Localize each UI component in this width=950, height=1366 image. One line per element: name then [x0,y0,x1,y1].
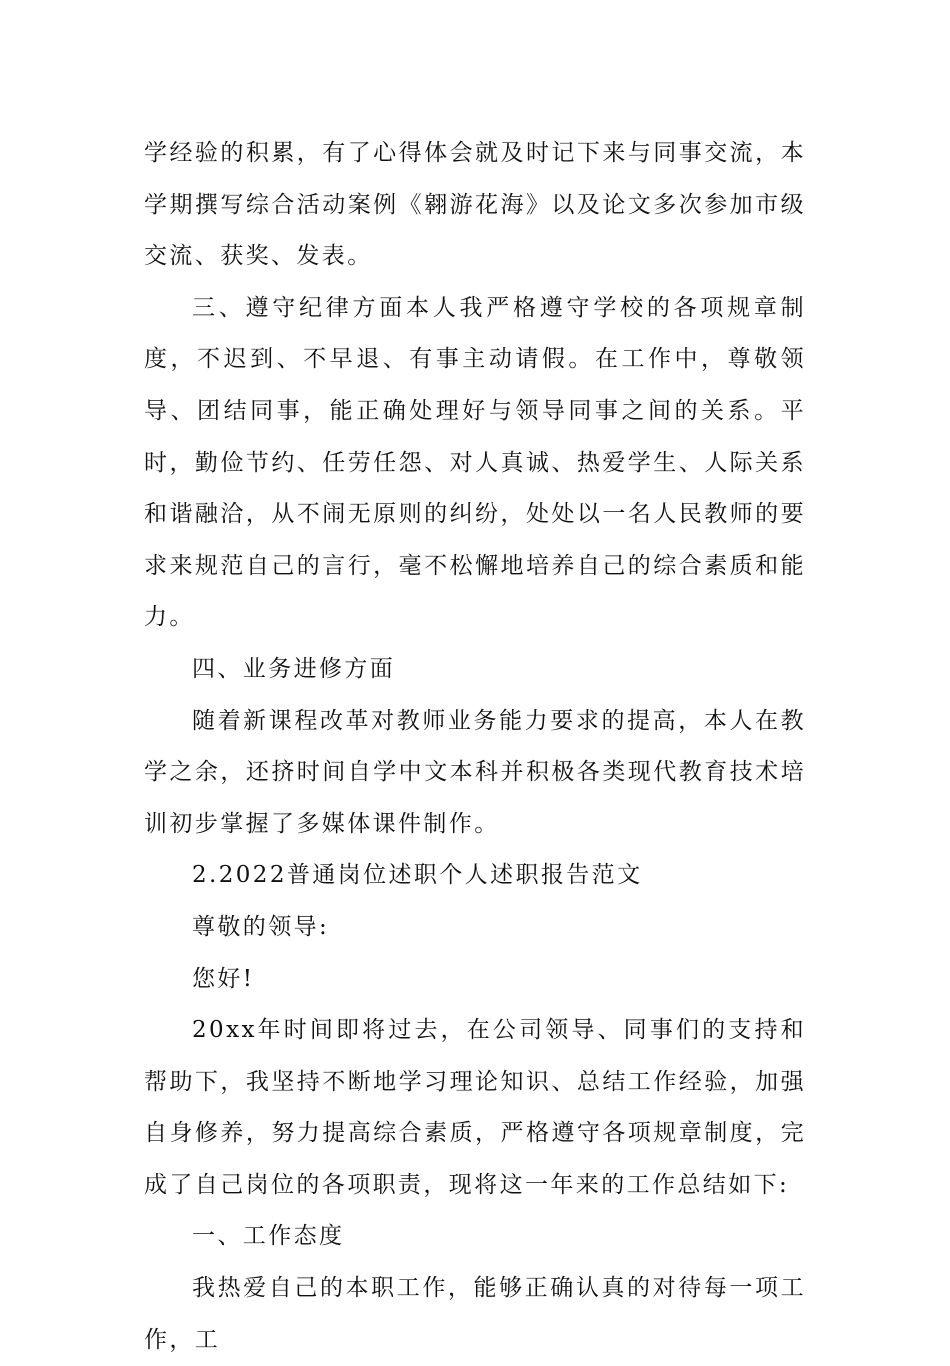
greeting: 您好! [192,965,255,992]
paragraph: 三、遵守纪律方面本人我严格遵守学校的各项规章制度，不迟到、不早退、有事主动请假。在工作中，尊敬领导、团结同事，能正确处理好与领导同事之间的关系。平时，勤俭节约、任劳任怨、对人真诚、热爱学生、人际关系和谐融洽，从不闹无原则的纠纷，处处以一名人民教师的要求来规范自己的言行，毫不松懈地培养自己的综合素质和能力。 [144,294,806,631]
paragraph: 我热爱自己的本职工作，能够正确认真的对待每一项工作，工 [144,1275,806,1353]
section-heading: 一、工作态度 [192,1223,345,1250]
salutation: 尊敬的领导: [192,913,330,940]
paragraph: 20xx年时间即将过去，在公司领导、同事们的支持和帮助下，我坚持不断地学习理论知识、总结工作经验，加强自身修养，努力提高综合素质，严格遵守各项规章制度，完成了自己岗位的各项职责，现将这一年来的工作总结如下: [144,1017,806,1198]
document-body [144,128,806,1366]
section-heading: 四、业务进修方面 [192,655,396,682]
paragraph: 学经验的积累，有了心得体会就及时记下来与同事交流，本学期撰写综合活动案例《翱游花海》以及论文多次参加市级交流、获奖、发表。 [144,140,806,270]
paragraph: 随着新课程改革对教师业务能力要求的提高，本人在教学之余，还挤时间自学中文本科并积极各类现代教育技术培训初步掌握了多媒体课件制作。 [144,707,806,837]
article-title: 2.2022普通岗位述职个人述职报告范文 [192,862,643,889]
